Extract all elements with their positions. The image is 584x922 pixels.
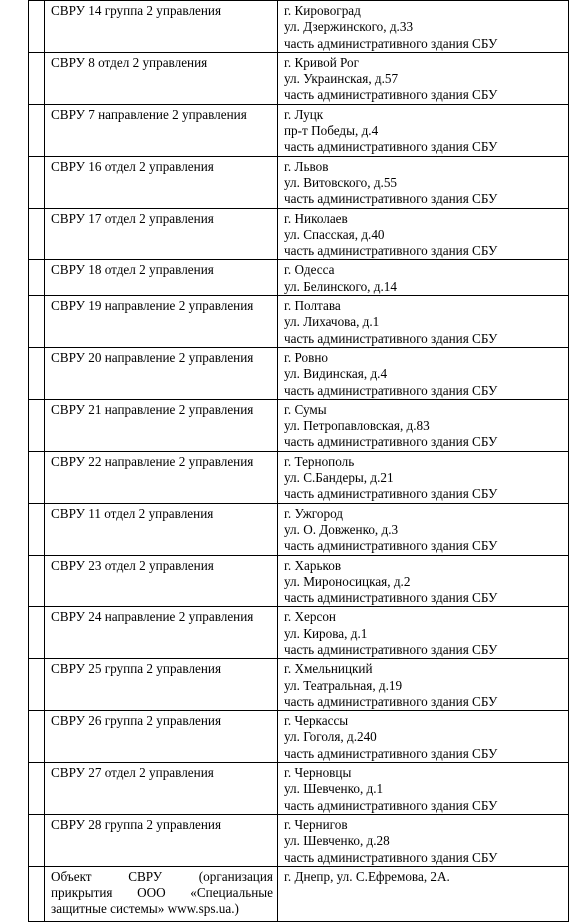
- organization-cell: [45, 866, 278, 921]
- address-line: г. Кировоград: [284, 3, 361, 18]
- address-line: ул. Дзержинского, д.33: [284, 19, 414, 35]
- table-row: [29, 503, 569, 555]
- row-number-cell: [29, 607, 45, 659]
- row-number-cell: [29, 208, 45, 260]
- row-number-cell: [29, 503, 45, 555]
- organization-name: СВРУ 20 направление 2 управления: [51, 349, 254, 365]
- address-cell: [278, 763, 569, 815]
- address-line: часть административного здания СБУ: [284, 434, 498, 450]
- address-cell: [278, 451, 569, 503]
- table-row: [29, 451, 569, 503]
- table-row: [29, 711, 569, 763]
- organization-name: СВРУ 25 группа 2 управления: [51, 661, 222, 677]
- address-line: г. Львов: [284, 158, 329, 174]
- organization-name: СВРУ 22 направление 2 управления: [51, 453, 254, 469]
- organization-name: СВРУ 7 направление 2 управления: [51, 106, 247, 122]
- organization-cell: [45, 503, 278, 555]
- address-line: часть административного здания СБУ: [284, 538, 498, 554]
- row-number-cell: [29, 659, 45, 711]
- address-line: ул. Витовского, д.55: [284, 174, 398, 190]
- address-line: ул. Видинская, д.4: [284, 366, 388, 382]
- table-row: [29, 104, 569, 156]
- address-cell: [278, 104, 569, 156]
- organization-name: СВРУ 19 направление 2 управления: [51, 298, 254, 314]
- address-line: пр-т Победы, д.4: [284, 123, 379, 139]
- organization-cell: [45, 208, 278, 260]
- address-line: ул. Мироносицкая, д.2: [284, 573, 411, 589]
- organization-name: СВРУ 14 группа 2 управления: [51, 3, 222, 18]
- address-line: часть административного здания СБУ: [284, 35, 498, 51]
- organization-cell: [45, 296, 278, 348]
- address-line: г. Херсон: [284, 609, 336, 625]
- organization-name: СВРУ 24 направление 2 управления: [51, 609, 254, 625]
- row-number-cell: [29, 347, 45, 399]
- organization-cell: [45, 555, 278, 607]
- address-line: г. Днепр, ул. С.Ефремова, 2А.: [284, 868, 450, 884]
- address-line: ул. Шевченко, д.28: [284, 833, 390, 849]
- document-table: [28, 0, 569, 922]
- organization-cell: [45, 156, 278, 208]
- address-line: ул. Гоголя, д.240: [284, 729, 377, 745]
- row-number-cell: [29, 104, 45, 156]
- address-line: часть административного здания СБУ: [284, 382, 498, 398]
- table-body: [29, 1, 569, 922]
- address-line: ул. О. Довженко, д.3: [284, 521, 399, 537]
- organization-name: СВРУ 26 группа 2 управления: [51, 713, 222, 729]
- table-row: [29, 52, 569, 104]
- address-cell: [278, 347, 569, 399]
- address-line: г. Луцк: [284, 106, 324, 122]
- address-line: ул. Театральная, д.19: [284, 677, 403, 693]
- address-cell: [278, 866, 569, 921]
- organization-name: СВРУ 11 отдел 2 управления: [51, 505, 214, 521]
- address-cell: [278, 1, 569, 53]
- address-line: ул. Кирова, д.1: [284, 625, 368, 641]
- organization-name-line: защитные системы» www.sps.ua.): [51, 901, 239, 917]
- organization-cell: [45, 607, 278, 659]
- address-line: г. Ровно: [284, 349, 328, 365]
- address-line: ул. Шевченко, д.1: [284, 781, 384, 797]
- address-line: г. Хмельницкий: [284, 661, 373, 677]
- row-number-cell: [29, 711, 45, 763]
- address-line: часть административного здания СБУ: [284, 693, 498, 709]
- address-line: г. Кривой Рог: [284, 54, 360, 70]
- address-cell: [278, 503, 569, 555]
- address-cell: [278, 296, 569, 348]
- organization-name: СВРУ 18 отдел 2 управления: [51, 262, 214, 278]
- table-row: [29, 260, 569, 296]
- organization-cell: [45, 1, 278, 53]
- organization-cell: [45, 399, 278, 451]
- row-number-cell: [29, 52, 45, 104]
- organization-name: СВРУ 16 отдел 2 управления: [51, 158, 214, 174]
- address-line: г. Харьков: [284, 557, 342, 573]
- address-line: ул. Украинская, д.57: [284, 71, 399, 87]
- address-line: ул. Лихачова, д.1: [284, 314, 380, 330]
- table-row: [29, 866, 569, 921]
- address-cell: [278, 399, 569, 451]
- table-row: [29, 208, 569, 260]
- address-cell: [278, 52, 569, 104]
- address-line: ул. С.Бандеры, д.21: [284, 470, 394, 486]
- address-line: г. Черкассы: [284, 713, 349, 729]
- table-row: [29, 399, 569, 451]
- address-line: часть административного здания СБУ: [284, 139, 498, 155]
- address-line: часть административного здания СБУ: [284, 243, 498, 259]
- table-row: [29, 296, 569, 348]
- organization-name: СВРУ 23 отдел 2 управления: [51, 557, 214, 573]
- address-line: г. Тернополь: [284, 453, 355, 469]
- address-line: часть административного здания СБУ: [284, 590, 498, 606]
- address-line: часть административного здания СБУ: [284, 486, 498, 502]
- organization-cell: [45, 104, 278, 156]
- row-number-cell: [29, 814, 45, 866]
- address-line: часть административного здания СБУ: [284, 849, 498, 865]
- address-line: г. Полтава: [284, 298, 341, 314]
- address-line: г. Одесса: [284, 262, 335, 278]
- table-row: [29, 1, 569, 53]
- row-number-cell: [29, 296, 45, 348]
- table-row: [29, 659, 569, 711]
- table-row: [29, 156, 569, 208]
- address-line: ул. Петропавловская, д.83: [284, 418, 430, 434]
- address-cell: [278, 814, 569, 866]
- address-line: часть административного здания СБУ: [284, 745, 498, 761]
- address-line: г. Ужгород: [284, 505, 343, 521]
- organization-cell: [45, 52, 278, 104]
- address-cell: [278, 555, 569, 607]
- table-row: [29, 814, 569, 866]
- address-line: г. Сумы: [284, 401, 327, 417]
- address-line: г. Черновцы: [284, 765, 352, 781]
- row-number-cell: [29, 763, 45, 815]
- address-cell: [278, 711, 569, 763]
- address-line: г. Чернигов: [284, 816, 348, 832]
- address-cell: [278, 208, 569, 260]
- row-number-cell: [29, 260, 45, 296]
- address-cell: [278, 607, 569, 659]
- organization-cell: [45, 347, 278, 399]
- address-line: часть административного здания СБУ: [284, 87, 498, 103]
- address-line: ул. Белинского, д.14: [284, 278, 397, 294]
- organization-cell: [45, 814, 278, 866]
- row-number-cell: [29, 156, 45, 208]
- address-line: г. Николаев: [284, 210, 348, 226]
- address-cell: [278, 156, 569, 208]
- organization-cell: [45, 763, 278, 815]
- table-row: [29, 555, 569, 607]
- row-number-cell: [29, 866, 45, 921]
- organization-cell: [45, 451, 278, 503]
- address-cell: [278, 659, 569, 711]
- address-line: часть административного здания СБУ: [284, 797, 498, 813]
- address-line: часть административного здания СБУ: [284, 641, 498, 657]
- row-number-cell: [29, 451, 45, 503]
- organization-name: СВРУ 8 отдел 2 управления: [51, 54, 208, 70]
- organization-name-line: прикрытия ООО «Специальные: [51, 885, 273, 901]
- row-number-cell: [29, 1, 45, 53]
- table-row: [29, 763, 569, 815]
- organization-name: СВРУ 27 отдел 2 управления: [51, 765, 214, 781]
- organization-cell: [45, 711, 278, 763]
- organization-name: СВРУ 28 группа 2 управления: [51, 816, 222, 832]
- organization-cell: [45, 260, 278, 296]
- address-line: часть административного здания СБУ: [284, 191, 498, 207]
- address-line: часть административного здания СБУ: [284, 330, 498, 346]
- row-number-cell: [29, 555, 45, 607]
- address-line: ул. Спасская, д.40: [284, 226, 385, 242]
- table-row: [29, 347, 569, 399]
- table-row: [29, 607, 569, 659]
- organization-name: СВРУ 21 направление 2 управления: [51, 401, 254, 417]
- address-cell: [278, 260, 569, 296]
- organization-name: СВРУ 17 отдел 2 управления: [51, 210, 214, 226]
- organization-cell: [45, 659, 278, 711]
- organization-name-line: Объект СВРУ (организация: [51, 868, 273, 884]
- row-number-cell: [29, 399, 45, 451]
